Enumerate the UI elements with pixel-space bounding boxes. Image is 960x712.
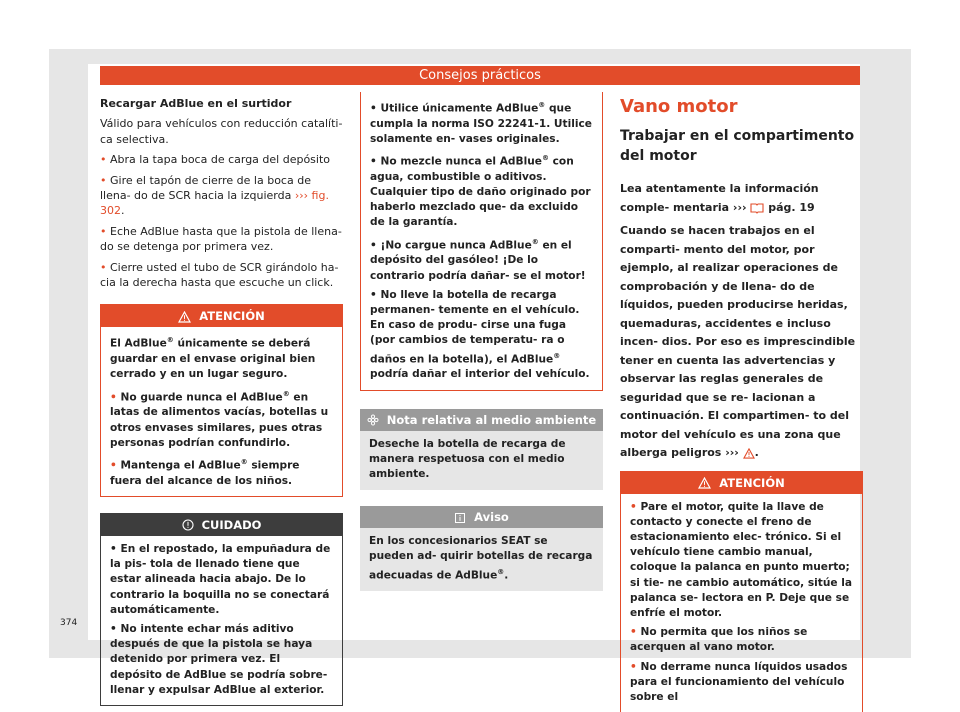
warning-triangle-icon[interactable] xyxy=(743,448,755,459)
bullet-icon: • xyxy=(100,261,107,274)
bullet-icon: • xyxy=(110,391,117,403)
engine-warning-box xyxy=(620,471,863,712)
figure-link[interactable]: fig. 302 xyxy=(100,189,329,217)
aviso-text: En los concesionarios SEAT se pueden ad- quirir botellas de recarga adecuadas de AdBlue®. xyxy=(360,528,603,591)
warning-title: ATENCIÓN xyxy=(199,309,264,323)
bullet-icon: • xyxy=(630,501,637,513)
aviso-header xyxy=(360,506,603,528)
book-icon xyxy=(750,202,764,214)
bullet-icon: • xyxy=(110,543,117,555)
environment-note-header xyxy=(360,409,603,431)
environment-note-box xyxy=(360,409,603,491)
bullet-icon: • xyxy=(100,153,107,166)
warning-title: ATENCIÓN xyxy=(719,476,784,490)
bullet-icon: • xyxy=(370,103,377,115)
warning-body: • Pare el motor, quite la llave de contacto y conecte el freno de estacionamiento elec- trónico. Si el vehículo tiene cambio manual, coloque la palanca en punto muerto; si tie- ne cambio automático, sitúe la palanca se- lectora en P. Deje que se enfríe el motor. • No permita que los niños se acerquen al vano motor. • No derrame nunca líquidos usados para el funcionamiento del vehículo sobre el xyxy=(621,494,862,712)
warning-triangle-icon xyxy=(698,477,711,489)
step-item: • Abra la tapa boca de carga del depósito xyxy=(100,152,343,167)
bullet-icon: • xyxy=(370,156,377,168)
section-heading: Recargar AdBlue en el surtidor xyxy=(100,96,343,111)
aviso-box xyxy=(360,506,603,591)
column-middle xyxy=(360,96,603,591)
note-icon xyxy=(454,512,466,524)
flower-icon xyxy=(367,414,379,426)
bullet-icon: • xyxy=(110,623,117,635)
fig-arrow: ››› xyxy=(295,189,308,202)
caution-title: CUIDADO xyxy=(202,518,262,532)
warning-header xyxy=(621,472,862,494)
bullet-icon: • xyxy=(110,459,117,471)
reference-paragraph: Lea atentamente la información comple- mentaria ››› pág. 19 xyxy=(620,180,863,217)
bullet-icon: • xyxy=(370,289,377,301)
step-item: • Cierre usted el tubo de SCR girándolo ha- cia la derecha hasta que escuche un click. xyxy=(100,260,343,291)
section-header: Consejos prácticos xyxy=(100,66,860,85)
warning-triangle-icon xyxy=(178,311,191,323)
bullet-icon: • xyxy=(100,225,107,238)
environment-note-text: Deseche la botella de recarga de manera respetuosa con el medio ambiente. xyxy=(360,431,603,491)
column-left xyxy=(100,96,343,706)
warning-box-continued: • Utilice únicamente AdBlue® que cumpla la norma ISO 22241-1. Utilice solamente en- vases originales. • No mezcle nunca el AdBlue® con agua, combustible o aditivos. Cualquier tipo de daño originado por haberlo mezclado que- da excluido de la garantía. • ¡No cargue nunca AdBlue® en el depósito del gasóleo! ¡De lo contrario podría dañar- se el motor! • No lleve la botella de recarga permanen- temente en el vehículo. En caso de produ- cirse una fuga (por cambios de temperatu- ra o daños en la botella), el AdBlue® podría dañar el interior del vehículo. xyxy=(360,92,603,391)
page-link[interactable]: pág. 19 xyxy=(764,201,814,214)
engine-warning-paragraph: Cuando se hacen trabajos en el comparti- mento del motor, por ejemplo, al realizar operaciones de comprobación y de llena- do de líquidos, pueden producirse heridas, quemaduras, accidentes e incluso incen- dios. Por eso es imprescindible tener en cuenta las advertencias y observar las reglas generales de seguridad que se re- lacionan a continuación. El compartimen- to del motor del vehículo es una zona que alberga peligros ››› . xyxy=(620,222,863,463)
step-item: • Gire el tapón de cierre de la boca de llena- do de SCR hacia la izquierda ››› fig. 302. xyxy=(100,173,343,219)
info-circle-icon xyxy=(182,519,194,531)
warning-box xyxy=(100,304,343,496)
caution-header xyxy=(101,514,342,536)
warning-body: El AdBlue® únicamente se deberá guardar en el envase original bien cerrado y en un lugar seguro. • No guarde nunca el AdBlue® en latas de alimentos vacías, botellas u otros envases similares, pues otras personas podrían confundirlo. • Mantenga el AdBlue® siempre fuera del alcance de los niños. xyxy=(101,327,342,495)
environment-note-title: Nota relativa al medio ambiente xyxy=(387,413,596,427)
warning-header xyxy=(101,305,342,327)
column-right xyxy=(620,96,863,712)
bullet-icon: • xyxy=(630,661,637,673)
step-item: • Eche AdBlue hasta que la pistola de llena- do se detenga por primera vez. xyxy=(100,224,343,255)
bullet-icon: • xyxy=(100,174,107,187)
bullet-icon: • xyxy=(370,239,377,251)
intro-text: Válido para vehículos con reducción catalíti- ca selectiva. xyxy=(100,116,343,147)
bullet-icon: • xyxy=(630,626,637,638)
caution-box xyxy=(100,513,343,706)
page-number: 374 xyxy=(60,618,77,628)
section-subtitle: Trabajar en el compartimento del motor xyxy=(620,126,863,166)
aviso-title: Aviso xyxy=(474,510,509,524)
caution-body: • En el repostado, la empuñadura de la pis- tola de llenado tiene que estar alineada hacia abajo. De lo contrario la boquilla no se conectará automáticamente. • No intente echar más aditivo después de que la pistola se haya detenido por primera vez. El depósito de AdBlue se podría sobre- llenar y expulsar AdBlue al exterior. xyxy=(101,536,342,705)
section-title: Vano motor xyxy=(620,96,863,118)
